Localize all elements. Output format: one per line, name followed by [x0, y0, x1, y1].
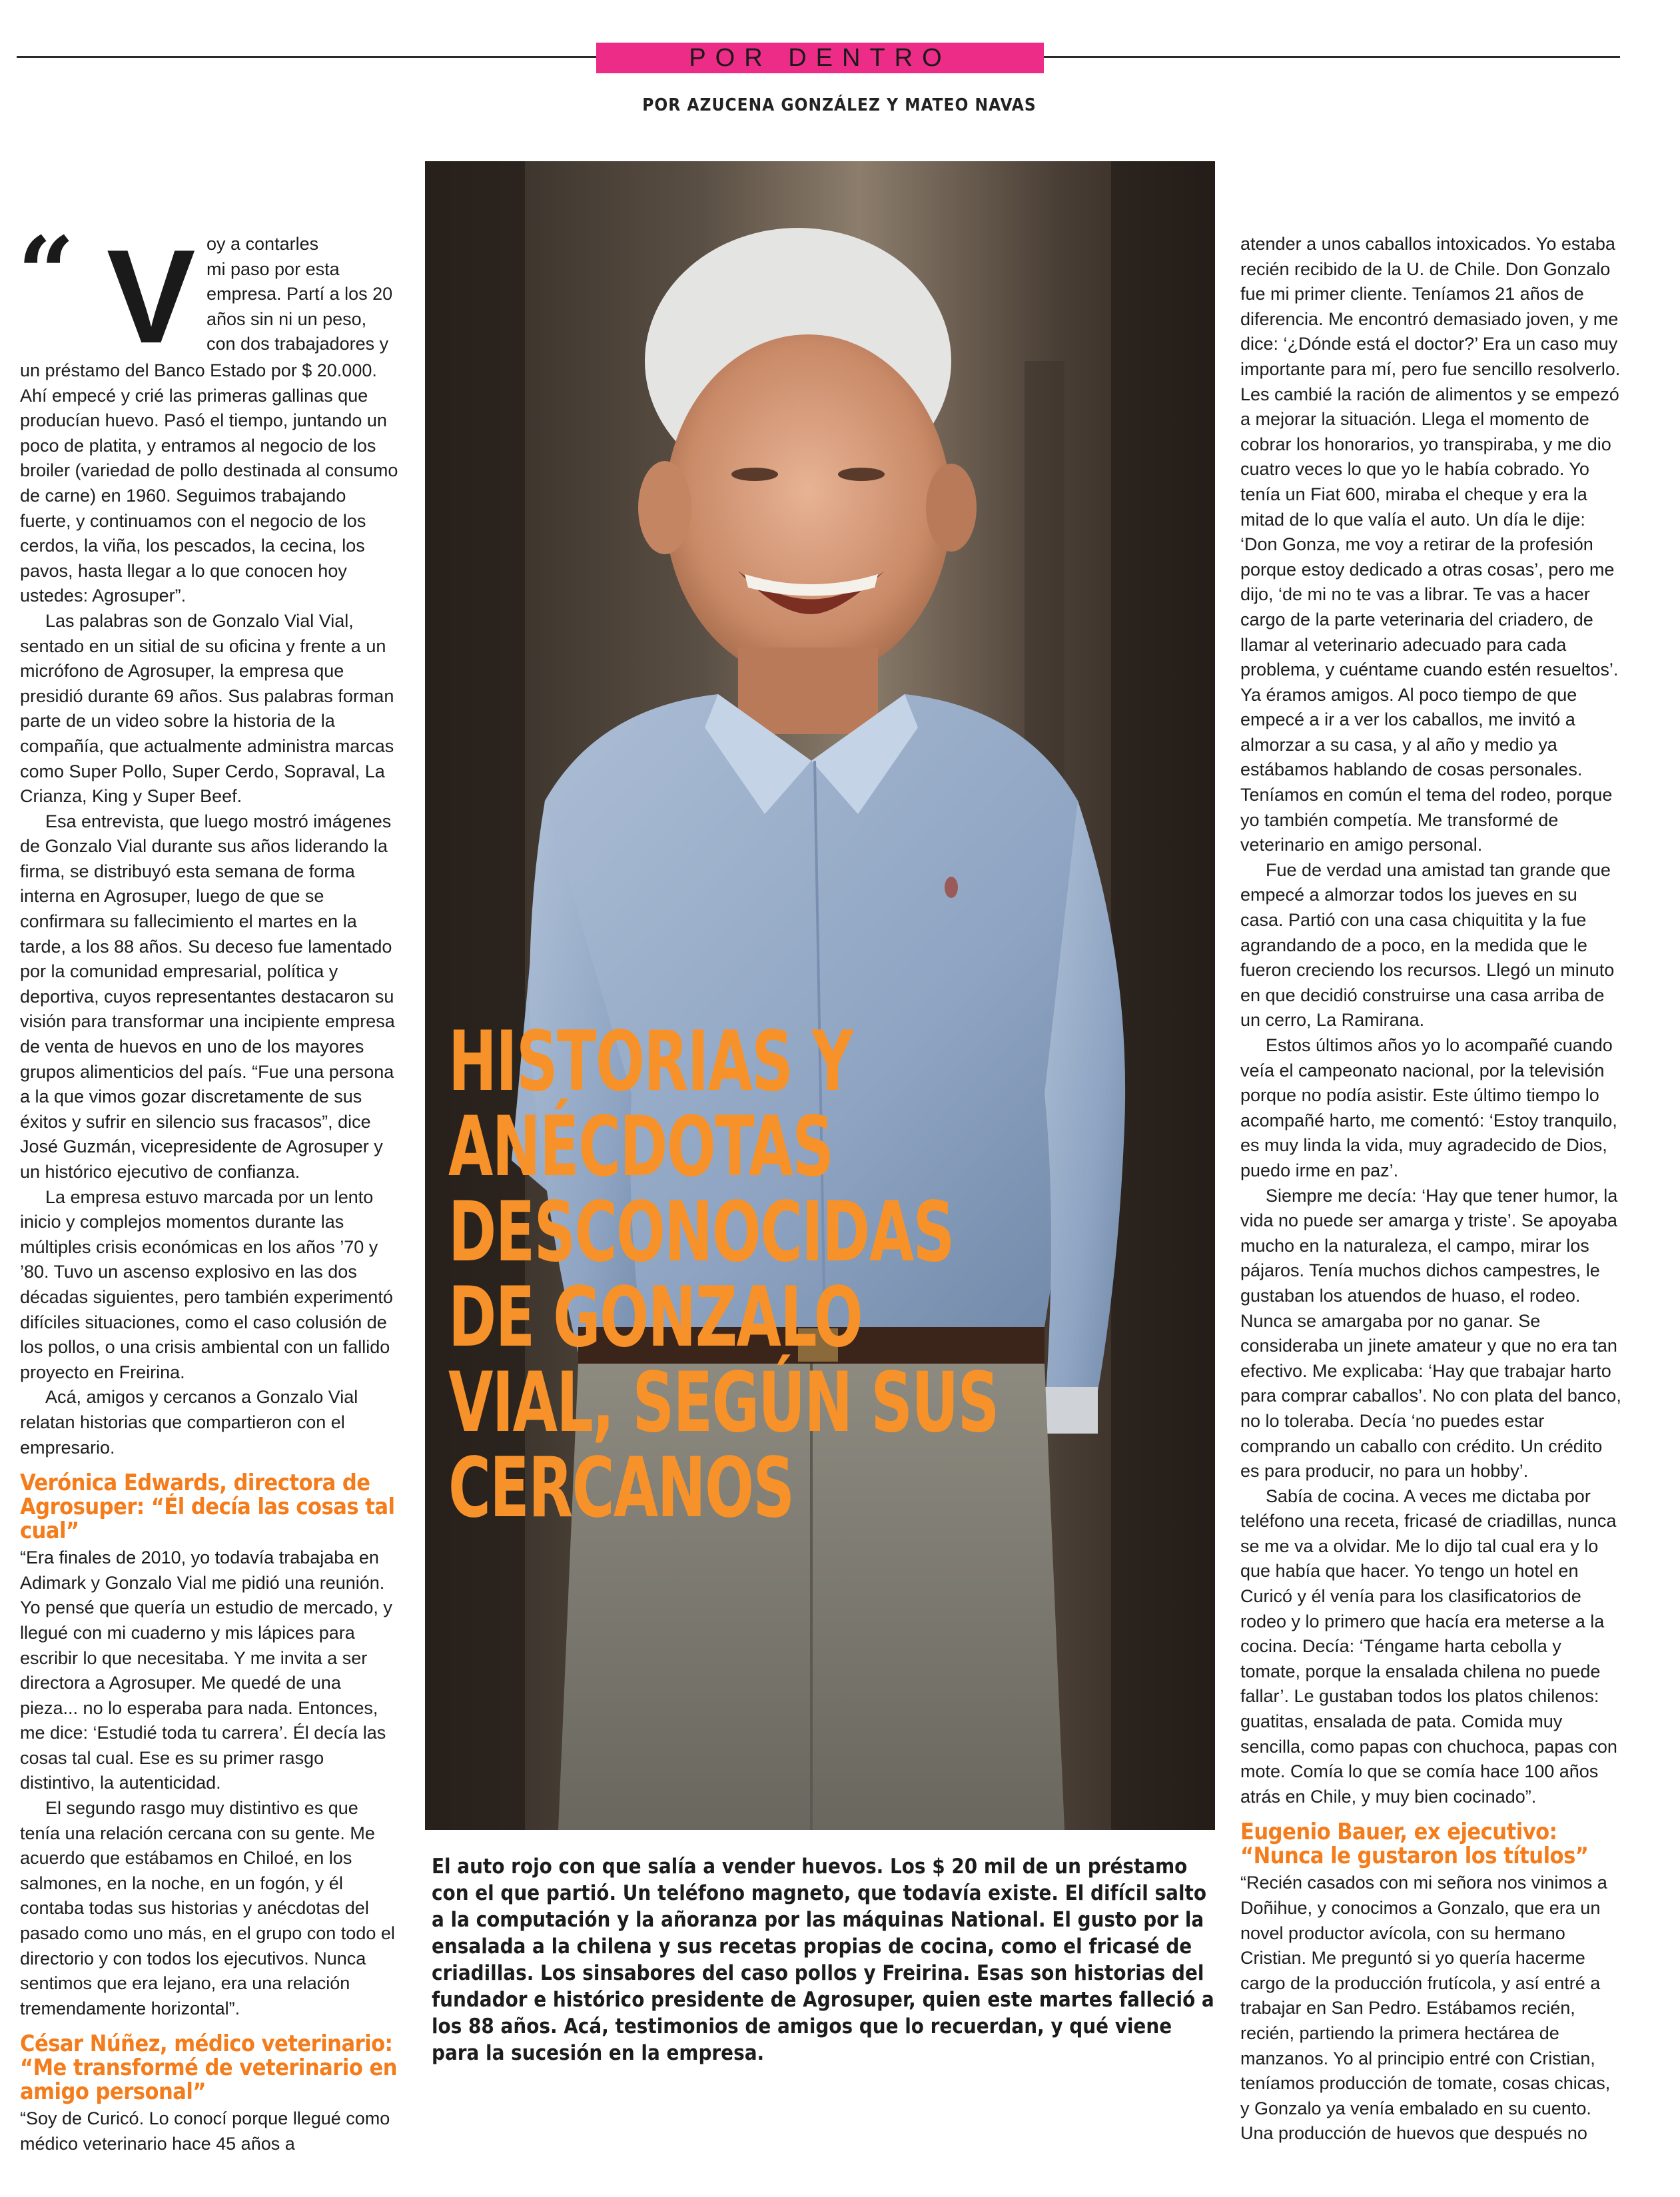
headline: HISTORIAS Y ANÉCDOTAS DESCONOCIDAS DE GONZALO VIAL, SEGÚN SUS CERCANOS: [448, 1014, 999, 1536]
subhead-cesar-nunez: César Núñez, médico veterinario: “Me transformé de veterinario en amigo personal”: [20, 2030, 398, 2106]
lead-paragraph: El auto rojo con que salía a vender huevos. Los $ 20 mil de un préstamo con el que partió. Un teléfono magneto, que todavía existe. El difícil salto a la computación y la añoranza por las máquinas National. El gusto por la ensalada a la chilena y sus recetas propias de cocina, como el fricasé de criadillas. Los sinsabores del caso pollos y Freirina. Esas son historias del fundador e histórico presidente de Agrosuper, quien este martes falleció a los 88 años. Acá, testimonios de amigos que lo recuerdan, y qué viene para la sucesión en la empresa.: [432, 1855, 1214, 2065]
section-label: POR DENTRO: [596, 43, 1044, 73]
body-paragraph: La empresa estuvo marcada por un lento inicio y complejos momentos durante las múltiples crisis económicas en los años ’70 y ’80. Tuvo un ascenso explosivo en las dos décadas siguientes, pero también experimentó difíciles situaciones, como el caso colusión de los pollos, o una crisis ambiental con un fallido proyecto en Freirina.: [20, 1186, 393, 1382]
body-paragraph: Sabía de cocina. A veces me dictaba por teléfono una receta, fricasé de criadillas, nunca se me va a olvidar. Me lo dijo tal cual era y lo que había que hacer. Yo tengo un hotel en Curicó y él venía para los clasificatorios de rodeo y lo primero que hacía era meterse a la cocina. Decía: ‘Téngame harta cebolla y tomate, porque la ensalada chilena no puede fallar’. Le gustaban todos los platos chilenos: guatitas, ensalada de pata. Comida muy sencilla, como papas con chuchoca, papas con mote. Comía lo que se comía hace 100 años atrás en Chile, y muy bien cocinado”.: [1240, 1486, 1617, 1807]
body-paragraph: Esa entrevista, que luego mostró imágenes de Gonzalo Vial durante sus años liderando la firma, se distribuyó esta semana de forma interna en Agrosuper, luego de que se confirmara su fallecimiento el martes en la tarde, a los 88 años. Su deceso fue lamentado por la comunidad empresarial, política y deportiva, cuyos representantes destacaron su visión para transformar una incipiente empresa de venta de huevos en uno de los mayores grupos alimenticios del país. “Fue una persona a la que vimos gozar discretamente de sus éxitos y sufrir en silencio sus fracasos”, dice José Guzmán, vicepresidente de Agrosuper y un histórico ejecutivo de confianza.: [20, 811, 395, 1182]
body-paragraph: El segundo rasgo muy distintivo es que tenía una relación cercana con su gente. Me acuerdo que estábamos en Chiloé, en los salmones, en la noche, en un fogón, y él contaba todas sus historias y anécdotas del pasado como uno más, en el grupo con todo el directorio y con todos los ejecutivos. Nunca sentimos que era lejano, era una relación tremendamente horizontal”.: [20, 1798, 395, 2018]
body-paragraph: Acá, amigos y cercanos a Gonzalo Vial relatan historias que compartieron con el empresario.: [20, 1387, 358, 1458]
subhead-eugenio-bauer: Eugenio Bauer, ex ejecutivo: “Nunca le gustaron los títulos”: [1240, 1819, 1589, 1870]
opening-line: con dos trabajadores y: [207, 334, 389, 354]
body-paragraph: “Era finales de 2010, yo todavía trabajaba en Adimark y Gonzalo Vial me pidió una reunión. Yo pensé que quería un estudio de mercado, y llegué con mi cuaderno y mis lápices para escribir lo que necesitaba. Y me invita a ser directora a Agrosuper. Me quedé de una pieza... no lo esperaba para nada. Entonces, me dice: ‘Estudié toda tu carrera’. Él decía las cosas tal cual. Ese es su primer rasgo distintivo, la autenticidad.: [20, 1547, 392, 1793]
body-paragraph: “Recién casados con mi señora nos vinimos a Doñihue, y conocimos a Gonzalo, que era un novel productor avícola, con su hermano Cristian. Me preguntó si yo quería hacerme cargo de la producción frutícola, y así entré a trabajar en San Pedro. Estábamos recién, recién, partiendo la primera hectárea de manzanos. Yo al principio entré con Cristian, teníamos producción de tomate, cosas chicas, y Gonzalo ya venía embalado en su cuento. Una producción de huevos que después no: [1240, 1873, 1611, 2144]
opening-line: oy a contarles: [207, 234, 319, 254]
byline: POR AZUCENA GONZÁLEZ Y MATEO NAVAS: [642, 95, 1037, 115]
body-paragraph: Estos últimos años yo lo acompañé cuando veía el campeonato nacional, por la televisión porque no podía asistir. Este último tiempo lo acompañé harto, me comentó: ‘Estoy tranquilo, es muy linda la vida, muy agradecido de Dios, puedo irme en paz’.: [1240, 1035, 1617, 1180]
body-paragraph: “Soy de Curicó. Lo conocí porque llegué como médico veterinario hace 45 años a: [20, 2108, 390, 2154]
opening-line: mi paso por esta: [207, 258, 340, 279]
right-column: [1240, 232, 1623, 2146]
opening-paragraph: un préstamo del Banco Estado por $ 20.000. Ahí empecé y crié las primeras gallinas que producían huevo. Pasó el tiempo, juntando un poco de platita, y entramos al negocio de los broiler (variedad de pollo destinada al consumo de carne) en 1960. Seguimos trabajando fuerte, y continuamos con el negocio de los cerdos, la viña, los pescados, la cecina, los pavos, hasta llegar a lo que conocen hoy ustedes: Agrosuper”.: [20, 360, 398, 606]
left-column: [17, 215, 398, 2157]
portrait-illustration: [425, 161, 1215, 1830]
body-paragraph: Siempre me decía: ‘Hay que tener humor, la vida no puede ser amarga y triste’. Se apoyaba mucho en la naturaleza, el campo, mirar los pájaros. Tenía muchos dichos campestres, le gustaban los atuendos de huaso, el rodeo. Nunca se amargaba por no ganar. Se consideraba un jinete amateur y que no era tan efectivo. Me explicaba: ‘Hay que trabajar harto para comprar caballos’. No con plata del banco, no lo toleraba. Decía ‘no puedes estar comprando un caballo con crédito. Un crédito es para producir, no para un hobby’.: [1240, 1185, 1621, 1482]
opening-line: años sin ni un peso,: [207, 308, 367, 329]
dropcap-letter: V: [107, 222, 196, 371]
opening-quote-mark: “: [17, 215, 75, 332]
body-paragraph: atender a unos caballos intoxicados. Yo estaba recién recibido de la U. de Chile. Don Gonzalo fue mi primer cliente. Teníamos 21 años de diferencia. Me encontró demasiado joven, y me dice: ‘¿Dónde está el doctor?’ Era un caso muy importante para mí, pero fue sencillo resolverlo. Les cambié la ración de alimentos y se empezó a mejorar la situación. Llega el momento de cobrar los honorarios, yo transpiraba, y me dio cuatro veces lo que yo le había cobrado. Yo tenía un Fiat 600, miraba el cheque y era la mitad de lo que valía el auto. Un día le dije: ‘Don Gonza, me voy a retirar de la profesión porque estoy dedicado a otras cosas’, pero me dijo, ‘de mi no te vas a librar. Te vas a hacer cargo de la parte veterinaria del criadero, de llamar al veterinario adecuado para cada problema, y cuéntame cuando estén resueltos’. Ya éramos amigos. Al poco tiempo de que empecé a ir a ver los caballos, me invitó a almorzar a su casa, y al año y medio ya estábamos hablando de cosas personales. Teníamos en común el tema del rodeo, porque yo también competía. Me transformé de veterinario en amigo personal.: [1240, 234, 1621, 855]
portrait-photo: [425, 161, 1215, 1830]
subhead-veronica-edwards: Verónica Edwards, directora de Agrosuper: “Él decía las cosas tal cual”: [20, 1470, 395, 1545]
body-paragraph: Fue de verdad una amistad tan grande que empecé a almorzar todos los jueves en su casa. Partió con una casa chiquitita y la fue agrandando de a poco, en la medida que le fueron creciendo los recursos. Llegó un minuto en que decidió construirse una casa arriba de un cerro, La Ramirana.: [1240, 859, 1615, 1031]
opening-line: empresa. Partí a los 20: [207, 284, 393, 304]
body-paragraph: Las palabras son de Gonzalo Vial Vial, sentado en un sitial de su oficina y frente a un micrófono de Agrosuper, la empresa que presidió durante 69 años. Sus palabras forman parte de un video sobre la historia de la compañía, que actualmente administra marcas como Super Pollo, Super Cerdo, Sopraval, La Crianza, King y Super Beef.: [20, 610, 394, 807]
opening-dropcap-block: [17, 215, 398, 371]
